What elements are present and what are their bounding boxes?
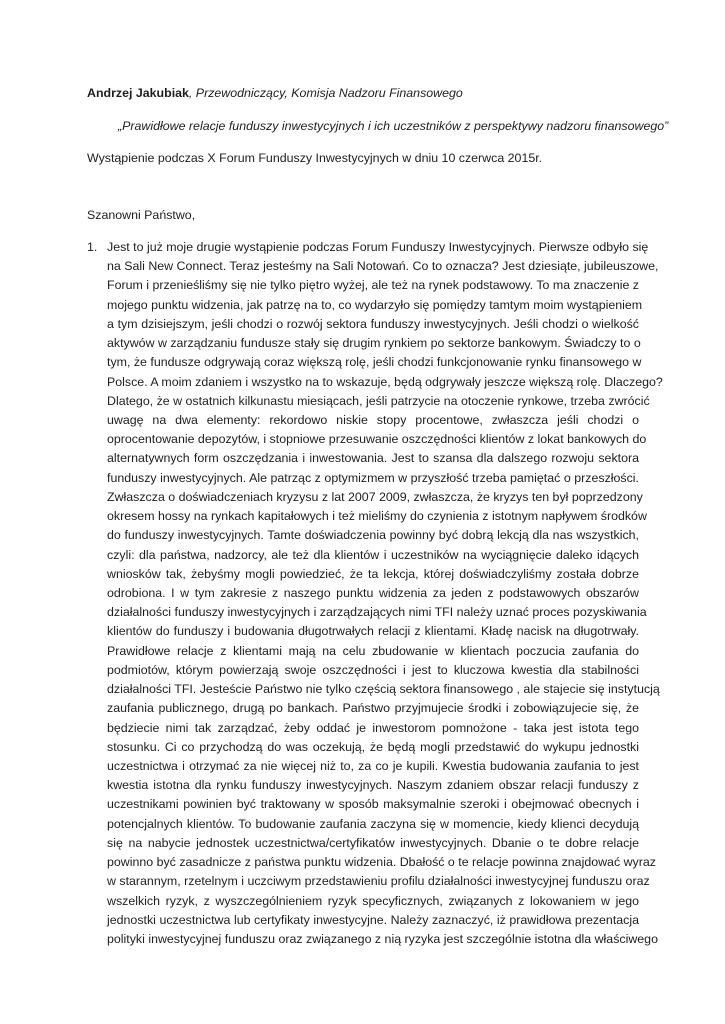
paragraph-line: mojego punktu widzenia, jak patrzę na to, co wydarzyło się pomiędzy tamtym moim wystąpieniem (107, 297, 643, 312)
paragraph-line: będziecie nimi tak zarządzać, żeby oddać je inwestorom pomnożone - taka jest istota tego (107, 720, 639, 735)
speaker-name: Andrzej Jakubiak (87, 86, 189, 100)
paragraph-line: uwagę na dwa elementy: rekordowo niskie stopy procentowe, zwłaszcza jeśli chodzi o (107, 413, 639, 427)
paragraph-line: zaufania publicznego, drugą po bankach. Państwo przyjmujecie środki i zobowiązujecie się, że (107, 701, 639, 716)
paragraph-line: działalności funduszy inwestycyjnych i zarządzających nimi TFI należy uznać proces pozyskiwania (107, 605, 647, 620)
paragraph-line: uczestnikami powinien być traktowany w sposób maksymalnie szeroki i obejmować obecnych i (107, 797, 639, 812)
paragraph-line: działalności TFI. Jesteście Państwo nie tylko częścią sektora finansowego , ale stajecie się instytucją (107, 682, 660, 697)
speaker-line (87, 86, 463, 102)
greeting: Szanowni Państwo, (87, 208, 196, 222)
paragraph-line: klientów do funduszy i budowania długotrwałych relacji z klientami. Kładę nacisk na długotrwały. (107, 624, 639, 639)
paragraph-line: wniosków tak, żebyśmy mogli powiedzieć, że ta lekcja, której doświadczyliśmy została dobrze (107, 566, 639, 581)
paragraph-line: alternatywnych form oszczędzania i inwestowania. Jest to szansa dla dalszego rozwoju sektora (107, 451, 639, 466)
paragraph-line: do funduszy inwestycyjnych. Tamte doświadczenia powinny być dobrą lekcją dla nas wszystkich, (107, 528, 639, 543)
paragraph-line: kwestia istotna dla rynku funduszy inwestycyjnych. Naszym zdaniem obszar relacji funduszy z (107, 778, 639, 793)
paragraph-line: oprocentowanie depozytów, i stopniowe przesuwanie oszczędności klientów z lokat bankowych do (107, 432, 647, 447)
paragraph-line: tym, że fundusze odgrywają coraz większą rolę, jeśli chodzi funkcjonowanie rynku finansowego w (107, 355, 642, 370)
paragraph-line: uczestnictwa i otrzymać za nie więcej niż to, za co je kupili. Kwestia budowania zaufania to jest (107, 758, 639, 773)
paragraph-line: w starannym, rzetelnym i uczciwym przedstawieniu profilu działalności inwestycyjnej funduszu oraz (107, 874, 650, 889)
paragraph-number: 1. (87, 240, 98, 254)
paragraph-line: a tym dzisiejszym, jeśli chodzi o rozwój sektora funduszy inwestycyjnych. Jeśli chodzi o wielkość (107, 316, 639, 331)
paragraph-line: wszelkich ryzyk, z wyszczególnieniem ryzyk specyficznych, związanych z lokowaniem w jego (107, 893, 639, 908)
paragraph-line: Zwłaszcza o doświadczeniach kryzysu z lat 2007 2009, zwłaszcza, że kryzys ten był poprzedzony (107, 489, 643, 504)
paragraph-line: powinno być zasadnicze z państwa punktu widzenia. Dbałość o te relacje powinna znajdować wyraz (107, 855, 656, 869)
paragraph-line: stosunku. Ci co przychodzą do was oczekują, że będą mogli przedstawić do wykupu jednostki (107, 739, 639, 754)
paragraph-line: na Sali New Connect. Teraz jesteśmy na Sali Notowań. Co to oznacza? Jest dziesiąte, jubileuszowe, (107, 259, 659, 274)
paragraph-line: Forum i przenieśliśmy się nie tylko piętro wyżej, ale też na rynek podstawowy. To ma znaczenie z (107, 278, 639, 293)
paragraph-line: jednostki uczestnictwa lub certyfikaty inwestycyjne. Należy zaznaczyć, iż prawidłowa prezentacja (107, 912, 639, 927)
paragraph-line: Dlatego, że w ostatnich kilkunastu miesiącach, jeśli patrzycie na otoczenie rynkowe, trzeba zwrócić (107, 393, 650, 408)
event-line: Wystąpienie podczas X Forum Funduszy Inwestycyjnych w dniu 10 czerwca 2015r. (87, 151, 543, 165)
talk-title: „Prawidłowe relacje funduszy inwestycyjnych i ich uczestników z perspektywy nadzoru finansowego” (118, 119, 669, 133)
speaker-role: , Przewodniczący, Komisja Nadzoru Finansowego (188, 86, 463, 100)
paragraph-line: Prawidłowe relacje z klientami mają na celu zbudowanie w klientach poczucia zaufania do (107, 643, 639, 658)
paragraph-line: aktywów w zarządzaniu fundusze stały się drugim rynkiem po sektorze bankowym. Świadczy to o (107, 336, 641, 351)
paragraph-line: się na nabycie jednostek uczestnictwa/certyfikatów inwestycyjnych. Dbanie o te dobre relacje (107, 835, 639, 850)
paragraph-line: Polsce. A moim zdaniem i wszystko na to wskazuje, będą odgrywały jeszcze większą rolę. Dlaczego? (107, 374, 663, 389)
paragraph-line: potencjalnych klientów. To budowanie zaufania zaczyna się w momencie, kiedy klienci decydują (107, 816, 639, 831)
paragraph-line: odrobiona. I w tym zakresie z naszego punktu widzenia za jeden z podstawowych obszarów (107, 586, 639, 600)
paragraph-line: polityki inwestycyjnej funduszu oraz związanego z nią ryzyka jest szczególnie istotna dla właściwego (107, 931, 658, 946)
paragraph-line: czyli: dla państwa, nadzorcy, ale też dla klientów i uczestników na wyciągnięcie daleko idących (107, 547, 639, 562)
paragraph-line: funduszy inwestycyjnych. Ale patrząc z optymizmem w przyszłość trzeba pamiętać o przeszłości. (107, 470, 639, 485)
paragraph-line: podmiotów, którym powierzają swoje oszczędności i jest to kluczowa kwestia dla stabilności (107, 662, 639, 677)
paragraph-line: okresem hossy na rynkach kapitałowych i też mieliśmy do czynienia z istotnym napływem środków (107, 509, 647, 524)
paragraph-line: Jest to już moje drugie wystąpienie podczas Forum Funduszy Inwestycyjnych. Pierwsze odbyło się (107, 240, 649, 254)
